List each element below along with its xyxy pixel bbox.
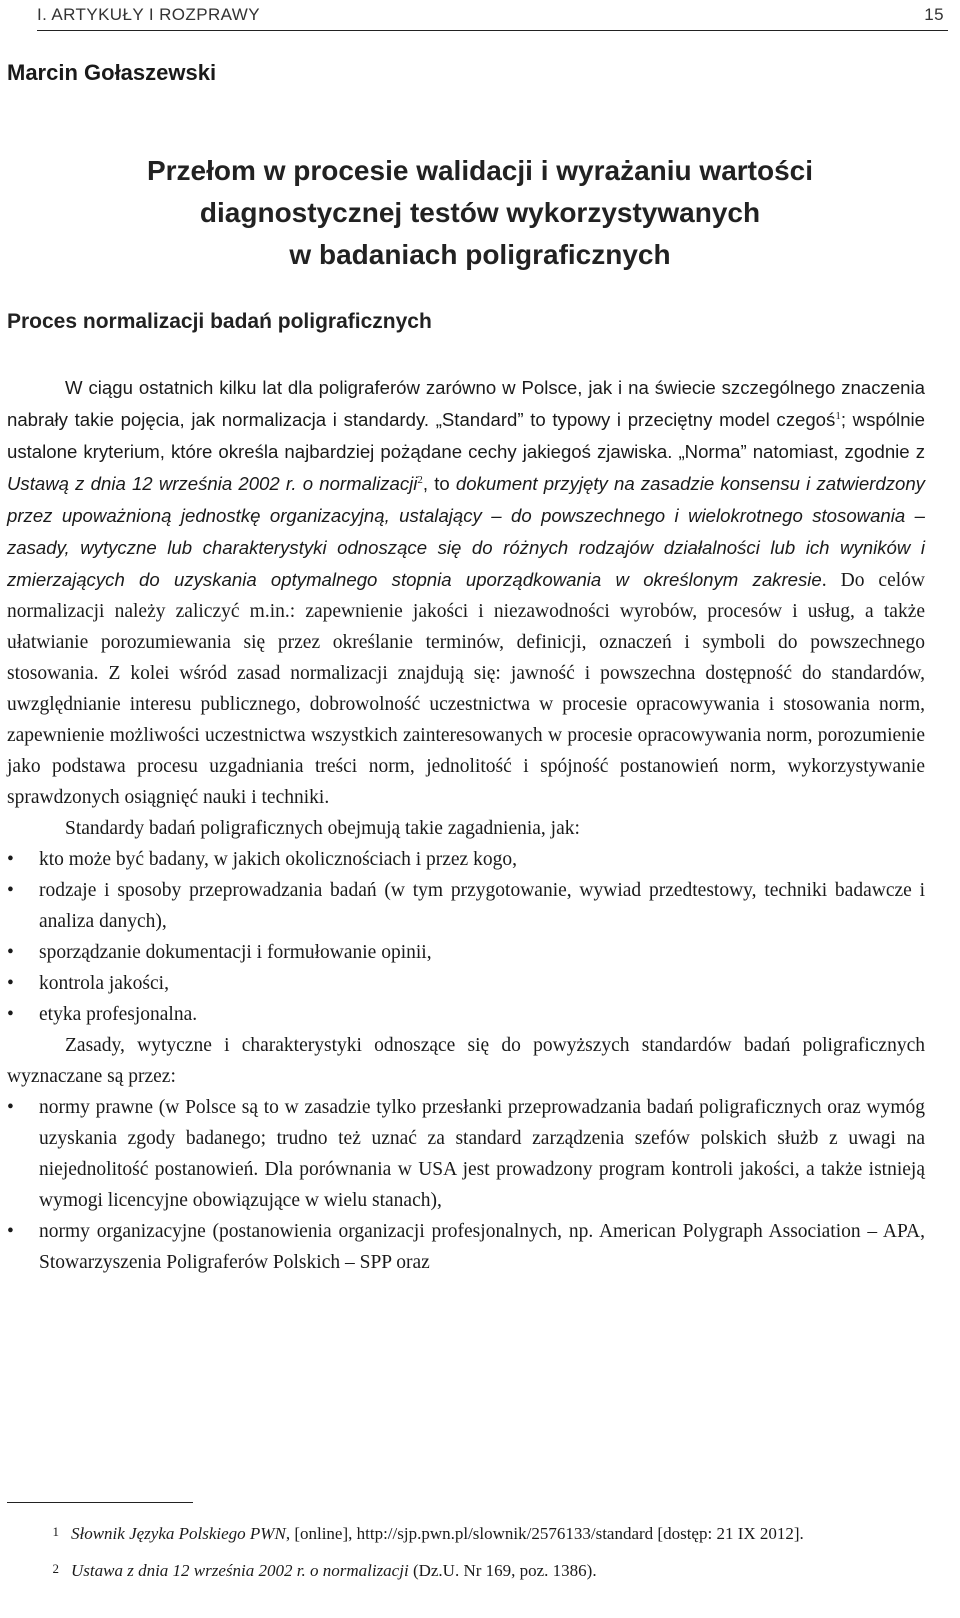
footnote-separator xyxy=(7,1502,193,1503)
paragraph-1-text-c: , to xyxy=(422,473,456,494)
paragraph-1-definition: dokument przyjęty na zasadzie konsensu i zatwierdzony przez upoważnioną jednostkę organizacyjną, ustalający – do powszechnego i wielokrotnego stosowania – zasady, wytyczne lub charakterystyki odnoszące się do różnych rodzajów działalności lub ich wyników i zmierzających do uzyskania optymalnego stopnia uporządkowania w określonym zakresie xyxy=(7,473,925,590)
bullet-icon: • xyxy=(7,1097,14,1118)
footnote-2 xyxy=(7,1557,925,1584)
author-name: Marcin Gołaszewski xyxy=(7,60,217,85)
bullet-icon: • xyxy=(7,1221,14,1242)
paragraph-3: Zasady, wytyczne i charakterystyki odnoszące się do powyższych standardów badań poligraficznych wyznaczane są przez: xyxy=(7,1035,925,1087)
footnotes xyxy=(7,1520,925,1594)
article-title xyxy=(0,150,960,276)
footnote-ref-1: 1 xyxy=(835,410,841,422)
bullet-icon: • xyxy=(7,942,14,963)
footnote-1 xyxy=(7,1520,925,1547)
paragraph-1-text-d: . Do celów normalizacji należy zaliczyć m.in.: zapewnienie jakości i niezawodności wyrobów, procesów i usług, a także ułatwianie porozumiewania się przez określanie terminów, definicji, oznaczeń i symboli do powszechnego stosowania. Z kolei wśród zasad normalizacji znajdują się: jawność i powszechna dostępność do standardów, uwzględnianie interesu publicznego, dobrowolność uczestnictwa w procesie opracowywania i stosowania norm, zapewnienie możliwości uczestnictwa wszystkich zainteresowanych w procesie opracowywania norm, porozumienie jako podstawa procesu uzgadniania treści norm, jednolitość i spójność postanowień norm, wykorzystywanie sprawdzonych osiągnięć nauki i techniki. xyxy=(7,570,925,808)
section-heading: Proces normalizacji badań poligraficznych xyxy=(7,310,432,333)
list-item: • kontrola jakości, xyxy=(7,968,925,999)
paragraph-1-text-b: ; wspólnie ustalone kryterium, które określa najbardziej pożądane cechy jakiegoś zjawiska. „Norma” natomiast, zgodnie z xyxy=(7,409,926,462)
footnote-source-detail: (Dz.U. Nr 169, poz. 1386). xyxy=(408,1561,597,1580)
footnote-source-title: Ustawa z dnia 12 września 2002 r. o normalizacji xyxy=(71,1561,409,1580)
paragraph-1 xyxy=(7,372,925,813)
norms-list xyxy=(7,1092,925,1278)
footnote-source-title: Słownik Języka Polskiego PWN xyxy=(71,1524,286,1543)
title-line-2: diagnostycznej testów wykorzystywanych xyxy=(199,197,761,228)
page-number: 15 xyxy=(924,5,944,24)
title-line-3: w badaniach poligraficznych xyxy=(289,239,671,270)
list-item: • kto może być badany, w jakich okolicznościach i przez kogo, xyxy=(7,844,925,875)
footnote-number: 2 xyxy=(52,1561,59,1576)
footnote-source-detail: , [online], http://sjp.pwn.pl/slownik/2576133/standard [dostęp: 21 IX 2012]. xyxy=(285,1524,804,1543)
standards-list xyxy=(7,844,925,1030)
paragraph-1-text-a: W ciągu ostatnich kilku lat dla poligraferów zarówno w Polsce, jak i na świecie szczególnego znaczenia nabrały takie pojęcia, jak normalizacja i standardy. „Standard” to typowy i przeciętny model czegoś xyxy=(7,377,925,430)
bullet-icon: • xyxy=(7,880,14,901)
paragraph-2: Standardy badań poligraficznych obejmują takie zagadnienia, jak: xyxy=(65,818,580,839)
bullet-icon: • xyxy=(7,1004,14,1025)
running-header xyxy=(37,0,948,31)
paragraph-1-law-name: Ustawą z dnia 12 września 2002 r. o normalizacji xyxy=(7,473,418,494)
bullet-icon: • xyxy=(7,973,14,994)
title-line-1: Przełom w procesie walidacji i wyrażaniu wartości xyxy=(146,155,814,186)
footnote-ref-2: 2 xyxy=(417,474,423,486)
list-item: • normy prawne (w Polsce są to w zasadzie tylko przesłanki przeprowadzania badań poligraficznych oraz wymóg uzyskania zgody badanego; trudno też uznać za standard zarządzenia szefów polskich służb z uwagi na niejednolitość postanowień. Dla porównania w USA jest prowadzony program kontroli jakości, a także istnieją wymogi licencyjne obowiązujące w wielu stanach), xyxy=(7,1092,925,1216)
list-item: • sporządzanie dokumentacji i formułowanie opinii, xyxy=(7,937,925,968)
list-item: • etyka profesjonalna. xyxy=(7,999,925,1030)
bullet-icon: • xyxy=(7,849,14,870)
section-title: I. ARTYKUŁY I ROZPRAWY xyxy=(37,5,260,24)
article-body xyxy=(7,372,925,1278)
list-item: • normy organizacyjne (postanowienia organizacji profesjonalnych, np. American Polygraph Association – APA, Stowarzyszenia Poligraferów Polskich – SPP oraz xyxy=(7,1216,925,1278)
list-item: • rodzaje i sposoby przeprowadzania badań (w tym przygotowanie, wywiad przedtestowy, techniki badawcze i analiza danych), xyxy=(7,875,925,937)
footnote-number: 1 xyxy=(52,1524,59,1539)
